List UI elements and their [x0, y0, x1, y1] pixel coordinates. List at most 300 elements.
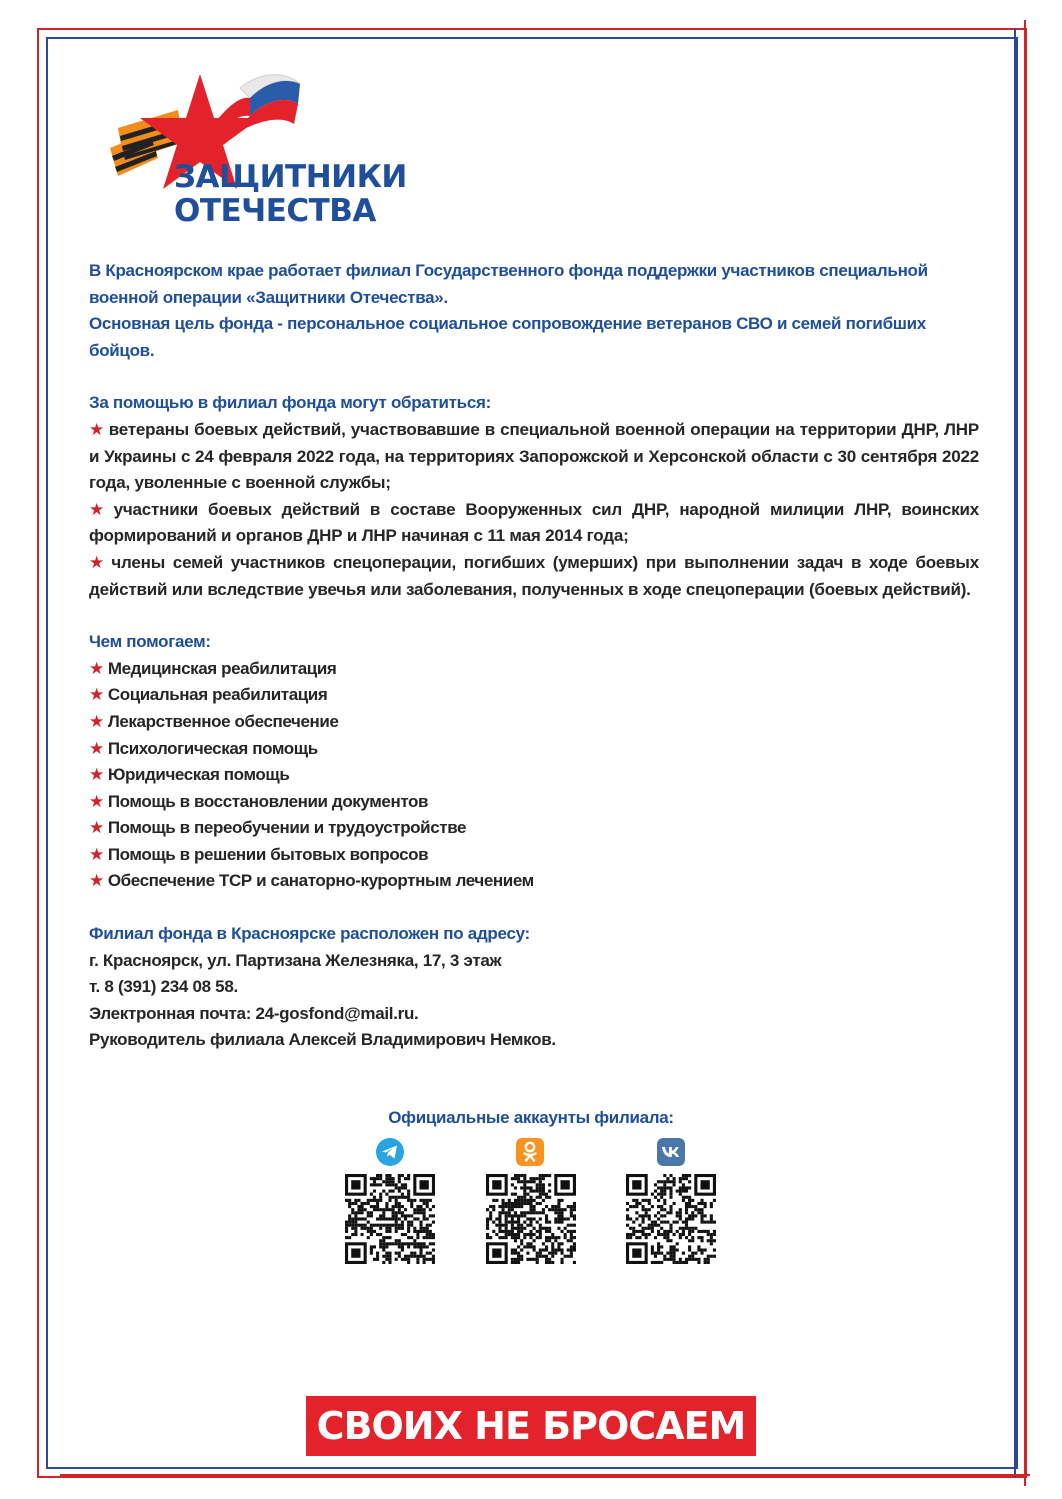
qr-module	[523, 1211, 526, 1214]
qr-module	[345, 1236, 348, 1239]
qr-module	[638, 1230, 641, 1233]
qr-module	[526, 1199, 529, 1202]
qr-module	[669, 1227, 672, 1230]
qr-module	[392, 1214, 395, 1217]
qr-module	[542, 1208, 545, 1211]
qr-module	[688, 1248, 691, 1251]
qr-module	[395, 1183, 398, 1186]
qr-module	[694, 1214, 697, 1217]
qr-module	[410, 1199, 413, 1202]
qr-module	[654, 1252, 657, 1255]
qr-module	[629, 1227, 632, 1230]
qr-module	[520, 1180, 523, 1183]
qr-module	[419, 1208, 422, 1211]
qr-module	[654, 1236, 657, 1239]
help-item: ★ Психологическая помощь	[89, 738, 318, 758]
qr-module	[508, 1214, 511, 1217]
qr-module	[419, 1221, 422, 1224]
qr-module	[557, 1199, 560, 1202]
qr-module	[511, 1214, 514, 1217]
qr-module	[545, 1221, 548, 1224]
qr-module	[514, 1205, 517, 1208]
qr-module	[395, 1211, 398, 1214]
qr-module	[395, 1196, 398, 1199]
qr-module	[688, 1214, 691, 1217]
qr-module	[663, 1214, 666, 1217]
qr-module	[679, 1227, 682, 1230]
qr-module	[685, 1186, 688, 1189]
qr-module	[694, 1258, 697, 1261]
qr-module	[410, 1205, 413, 1208]
qr-module	[502, 1208, 505, 1211]
qr-module	[495, 1217, 498, 1220]
qr-module	[373, 1196, 376, 1199]
qr-module	[388, 1230, 391, 1233]
qr-module	[573, 1236, 576, 1239]
qr-module	[707, 1233, 710, 1236]
qr-module	[401, 1227, 404, 1230]
qr-module	[382, 1248, 385, 1251]
qr-module	[388, 1252, 391, 1255]
qr-module	[404, 1242, 407, 1245]
qr-module	[663, 1236, 666, 1239]
qr-module	[385, 1258, 388, 1261]
qr-module	[570, 1208, 573, 1211]
qr-module	[697, 1236, 700, 1239]
qr-module	[432, 1258, 435, 1261]
qr-code-vk[interactable]	[626, 1174, 716, 1264]
main-content	[89, 258, 979, 1054]
qr-module	[697, 1202, 700, 1205]
qr-module	[626, 1208, 629, 1211]
qr-module	[654, 1261, 657, 1264]
qr-module	[367, 1236, 370, 1239]
qr-module	[348, 1214, 351, 1217]
qr-module	[554, 1252, 557, 1255]
qr-module	[551, 1233, 554, 1236]
qr-module	[645, 1214, 648, 1217]
qr-module	[429, 1242, 432, 1245]
qr-module	[392, 1208, 395, 1211]
qr-module	[514, 1233, 517, 1236]
qr-module	[419, 1227, 422, 1230]
qr-module	[666, 1180, 669, 1183]
qr-module	[669, 1258, 672, 1261]
qr-module	[539, 1196, 542, 1199]
qr-module	[505, 1230, 508, 1233]
email-line[interactable]: Электронная почта: 24-gosfond@mail.ru.	[89, 1003, 419, 1023]
qr-module	[407, 1196, 410, 1199]
qr-module	[536, 1255, 539, 1258]
qr-module	[404, 1196, 407, 1199]
qr-module	[486, 1227, 489, 1230]
qr-module	[542, 1248, 545, 1251]
qr-module	[669, 1205, 672, 1208]
qr-module	[498, 1214, 501, 1217]
qr-module	[651, 1224, 654, 1227]
qr-module	[379, 1196, 382, 1199]
qr-module	[688, 1245, 691, 1248]
qr-module	[398, 1224, 401, 1227]
qr-module	[526, 1193, 529, 1196]
qr-module	[651, 1230, 654, 1233]
qr-module	[388, 1227, 391, 1230]
qr-module	[542, 1183, 545, 1186]
qr-module	[654, 1214, 657, 1217]
qr-module	[700, 1202, 703, 1205]
qr-module	[657, 1217, 660, 1220]
qr-module	[682, 1230, 685, 1233]
qr-module	[697, 1261, 700, 1264]
qr-module	[704, 1248, 707, 1251]
qr-module	[410, 1221, 413, 1224]
qr-module	[663, 1190, 666, 1193]
qr-module	[539, 1230, 542, 1233]
qr-module	[551, 1205, 554, 1208]
qr-module	[660, 1245, 663, 1248]
qr-module	[691, 1227, 694, 1230]
qr-code-telegram[interactable]	[345, 1174, 435, 1264]
qr-module	[385, 1245, 388, 1248]
qr-module	[713, 1255, 716, 1258]
qr-module	[629, 1233, 632, 1236]
qr-module	[635, 1199, 638, 1202]
qr-module	[517, 1196, 520, 1199]
qr-module	[648, 1227, 651, 1230]
qr-module	[539, 1252, 542, 1255]
qr-module	[526, 1252, 529, 1255]
qr-module	[388, 1208, 391, 1211]
qr-module	[382, 1224, 385, 1227]
qr-module	[419, 1245, 422, 1248]
qr-module	[407, 1245, 410, 1248]
qr-module	[370, 1183, 373, 1186]
qr-module	[682, 1199, 685, 1202]
qr-module	[685, 1224, 688, 1227]
qr-module	[511, 1217, 514, 1220]
qr-module	[398, 1211, 401, 1214]
qr-module	[663, 1183, 666, 1186]
qr-module	[666, 1258, 669, 1261]
qr-module	[651, 1252, 654, 1255]
star-icon: ★	[89, 658, 104, 678]
qr-module	[486, 1208, 489, 1211]
qr-module	[357, 1208, 360, 1211]
qr-module	[666, 1221, 669, 1224]
qr-module	[511, 1252, 514, 1255]
qr-module	[489, 1211, 492, 1214]
qr-module	[511, 1193, 514, 1196]
qr-module	[429, 1236, 432, 1239]
qr-module	[511, 1208, 514, 1211]
help-list	[89, 656, 979, 895]
address-heading: Филиал фонда в Красноярске расположен по адресу:	[89, 924, 530, 944]
qr-module	[669, 1245, 672, 1248]
qr-module	[682, 1174, 685, 1177]
qr-module	[635, 1217, 638, 1220]
qr-module	[502, 1199, 505, 1202]
qr-module	[401, 1245, 404, 1248]
qr-module	[663, 1255, 666, 1258]
qr-module	[542, 1177, 545, 1180]
qr-module	[642, 1217, 645, 1220]
qr-module	[570, 1214, 573, 1217]
qr-module	[548, 1227, 551, 1230]
qr-module	[704, 1258, 707, 1261]
qr-module	[423, 1245, 426, 1248]
qr-module	[382, 1217, 385, 1220]
qr-module	[548, 1221, 551, 1224]
qr-module	[545, 1214, 548, 1217]
qr-module	[520, 1255, 523, 1258]
qr-module	[573, 1208, 576, 1211]
qr-module	[385, 1217, 388, 1220]
qr-module	[663, 1258, 666, 1261]
qr-module	[691, 1258, 694, 1261]
qr-module	[526, 1233, 529, 1236]
qr-module	[704, 1205, 707, 1208]
qr-module	[429, 1252, 432, 1255]
qr-module	[392, 1196, 395, 1199]
qr-module	[626, 1224, 629, 1227]
qr-module	[648, 1199, 651, 1202]
qr-module	[382, 1208, 385, 1211]
qr-module	[508, 1233, 511, 1236]
qr-module	[554, 1217, 557, 1220]
qr-module	[642, 1221, 645, 1224]
qr-module	[545, 1217, 548, 1220]
qr-module	[710, 1239, 713, 1242]
qr-module	[551, 1261, 554, 1264]
accounts-title: Официальные аккаунты филиала:	[388, 1108, 674, 1127]
qr-module	[710, 1202, 713, 1205]
qr-module	[376, 1199, 379, 1202]
qr-module	[663, 1174, 666, 1177]
qr-module	[523, 1233, 526, 1236]
qr-module	[398, 1227, 401, 1230]
qr-module	[398, 1177, 401, 1180]
qr-module	[654, 1196, 657, 1199]
qr-module	[691, 1205, 694, 1208]
qr-module	[489, 1205, 492, 1208]
qr-module	[710, 1236, 713, 1239]
qr-module	[354, 1214, 357, 1217]
qr-module	[567, 1224, 570, 1227]
qr-module	[570, 1239, 573, 1242]
qr-module	[545, 1261, 548, 1264]
qr-module	[542, 1193, 545, 1196]
qr-finder	[492, 1180, 501, 1189]
qr-module	[685, 1190, 688, 1193]
qr-module	[713, 1199, 716, 1202]
qr-module	[570, 1252, 573, 1255]
qr-module	[536, 1261, 539, 1264]
qr-module	[663, 1193, 666, 1196]
qr-module	[642, 1233, 645, 1236]
qr-module	[520, 1199, 523, 1202]
qr-module	[679, 1180, 682, 1183]
qr-module	[404, 1258, 407, 1261]
qr-module	[691, 1211, 694, 1214]
qr-module	[432, 1248, 435, 1251]
qr-module	[529, 1221, 532, 1224]
qr-module	[385, 1193, 388, 1196]
qr-module	[423, 1211, 426, 1214]
qr-module	[660, 1214, 663, 1217]
qr-module	[529, 1211, 532, 1214]
qr-module	[529, 1245, 532, 1248]
qr-module	[539, 1255, 542, 1258]
qr-module	[511, 1258, 514, 1261]
qr-module	[573, 1248, 576, 1251]
qr-module	[376, 1258, 379, 1261]
qr-finder	[351, 1180, 360, 1189]
qr-module	[533, 1233, 536, 1236]
qr-module	[426, 1245, 429, 1248]
qr-module	[398, 1196, 401, 1199]
qr-module	[401, 1211, 404, 1214]
qr-module	[551, 1252, 554, 1255]
qr-module	[395, 1205, 398, 1208]
qr-module	[573, 1230, 576, 1233]
qr-module	[511, 1224, 514, 1227]
qr-module	[426, 1252, 429, 1255]
qr-module	[419, 1248, 422, 1251]
qr-module	[511, 1233, 514, 1236]
qr-module	[710, 1255, 713, 1258]
qr-module	[657, 1224, 660, 1227]
qr-module	[523, 1174, 526, 1177]
qr-module	[557, 1242, 560, 1245]
qr-module	[398, 1255, 401, 1258]
qr-module	[517, 1174, 520, 1177]
qr-module	[669, 1190, 672, 1193]
qr-module	[395, 1230, 398, 1233]
qr-module	[713, 1221, 716, 1224]
qr-module	[660, 1180, 663, 1183]
qr-module	[398, 1245, 401, 1248]
qr-module	[429, 1233, 432, 1236]
qr-module	[548, 1208, 551, 1211]
qr-module	[551, 1248, 554, 1251]
qr-module	[423, 1242, 426, 1245]
qr-module	[666, 1230, 669, 1233]
qr-module	[651, 1205, 654, 1208]
qr-module	[388, 1217, 391, 1220]
qr-module	[539, 1233, 542, 1236]
qr-module	[419, 1255, 422, 1258]
qr-module	[642, 1227, 645, 1230]
qr-module	[685, 1227, 688, 1230]
qr-code-odnoklassniki[interactable]	[486, 1174, 576, 1264]
qr-module	[373, 1208, 376, 1211]
qr-module	[351, 1211, 354, 1214]
qr-module	[416, 1261, 419, 1264]
qr-module	[407, 1236, 410, 1239]
qr-module	[523, 1177, 526, 1180]
qr-finder	[700, 1180, 709, 1189]
qr-module	[536, 1211, 539, 1214]
qr-module	[410, 1236, 413, 1239]
qr-module	[542, 1190, 545, 1193]
qr-module	[691, 1239, 694, 1242]
qr-module	[666, 1239, 669, 1242]
qr-module	[410, 1242, 413, 1245]
qr-module	[376, 1208, 379, 1211]
qr-module	[557, 1245, 560, 1248]
qr-module	[570, 1211, 573, 1214]
qr-module	[376, 1183, 379, 1186]
qr-module	[700, 1230, 703, 1233]
qr-module	[416, 1208, 419, 1211]
qr-module	[669, 1193, 672, 1196]
qr-module	[685, 1236, 688, 1239]
qr-module	[567, 1248, 570, 1251]
qr-module	[536, 1183, 539, 1186]
qr-module	[432, 1214, 435, 1217]
qr-module	[379, 1245, 382, 1248]
qr-module	[710, 1242, 713, 1245]
qr-module	[505, 1233, 508, 1236]
qr-module	[388, 1183, 391, 1186]
qr-module	[682, 1186, 685, 1189]
qr-module	[357, 1205, 360, 1208]
qr-module	[710, 1214, 713, 1217]
star-icon: ★	[89, 499, 110, 519]
qr-module	[570, 1224, 573, 1227]
qr-module	[413, 1252, 416, 1255]
qr-module	[498, 1236, 501, 1239]
qr-module	[523, 1227, 526, 1230]
qr-module	[385, 1208, 388, 1211]
qr-module	[669, 1255, 672, 1258]
qr-module	[395, 1258, 398, 1261]
qr-module	[388, 1174, 391, 1177]
qr-module	[557, 1217, 560, 1220]
qr-module	[376, 1252, 379, 1255]
qr-module	[354, 1230, 357, 1233]
who-item: ★ участники боевых действий в составе Вооруженных сил ДНР, народной милиции ЛНР, воинских формирований и органов ДНР и ЛНР начиная с 11 мая 2014 года;	[89, 499, 979, 546]
qr-module	[429, 1199, 432, 1202]
qr-module	[419, 1199, 422, 1202]
qr-module	[651, 1261, 654, 1264]
qr-module	[529, 1177, 532, 1180]
qr-module	[554, 1221, 557, 1224]
qr-module	[533, 1239, 536, 1242]
qr-module	[382, 1180, 385, 1183]
qr-module	[539, 1236, 542, 1239]
qr-module	[351, 1227, 354, 1230]
help-item: ★ Медицинская реабилитация	[89, 658, 337, 678]
qr-module	[388, 1242, 391, 1245]
qr-module	[551, 1255, 554, 1258]
qr-module	[517, 1224, 520, 1227]
qr-module	[416, 1211, 419, 1214]
qr-module	[392, 1211, 395, 1214]
qr-module	[385, 1202, 388, 1205]
qr-module	[388, 1224, 391, 1227]
qr-module	[685, 1202, 688, 1205]
qr-module	[691, 1214, 694, 1217]
qr-module	[567, 1230, 570, 1233]
qr-module	[511, 1202, 514, 1205]
qr-module	[345, 1227, 348, 1230]
qr-module	[679, 1177, 682, 1180]
qr-module	[545, 1205, 548, 1208]
qr-module	[432, 1242, 435, 1245]
qr-module	[486, 1224, 489, 1227]
qr-module	[688, 1258, 691, 1261]
